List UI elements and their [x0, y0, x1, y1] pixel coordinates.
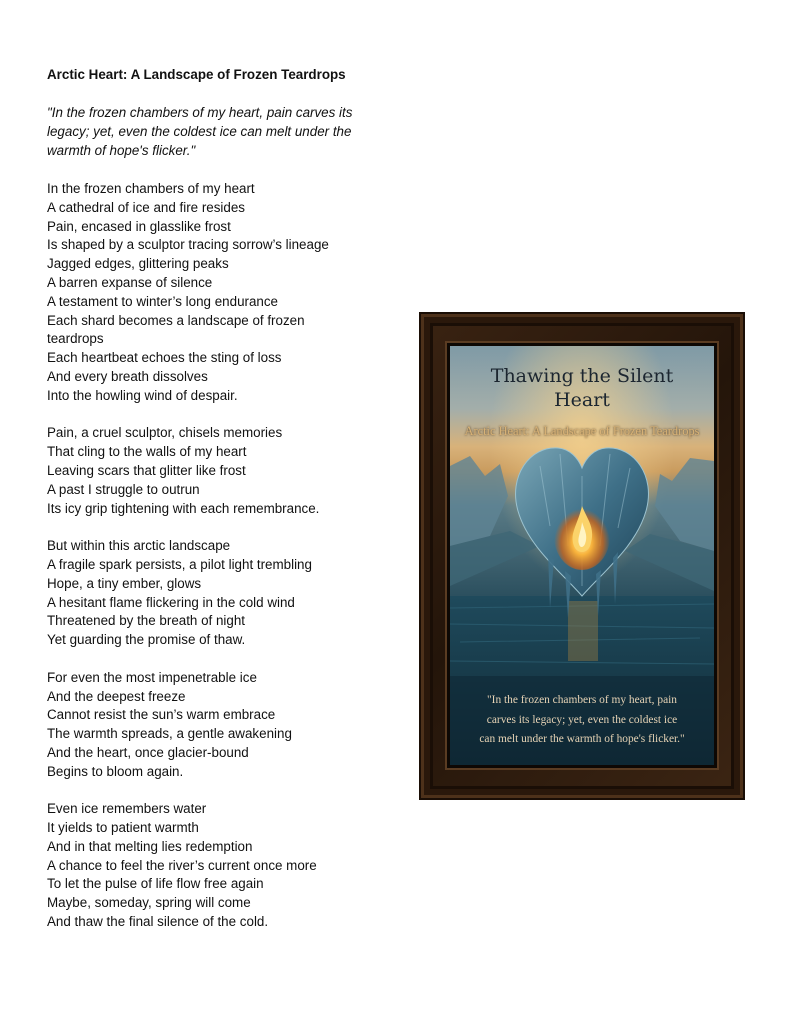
poem-line: And every breath dissolves	[47, 368, 208, 384]
poem-line: A fragile spark persists, a pilot light trembling	[47, 556, 312, 572]
poem-line: Pain, a cruel sculptor, chisels memories	[47, 425, 283, 441]
poem-line: Hope, a tiny ember, glows	[47, 575, 202, 591]
poem-line: Threatened by the breath of night	[47, 613, 246, 629]
poem-body	[47, 180, 377, 951]
poem-title: Arctic Heart: A Landscape of Frozen Teardrops	[47, 67, 346, 82]
poem-line: Its icy grip tightening with each remembrance.	[47, 500, 320, 516]
artwork-title	[450, 364, 714, 412]
stanza	[47, 669, 377, 782]
poem-line: Cannot resist the sun’s warm embrace	[47, 707, 276, 723]
poem-line: Jagged edges, glittering peaks	[47, 256, 229, 272]
stanza	[47, 800, 377, 932]
poem-line: And thaw the final silence of the cold.	[47, 914, 269, 930]
artwork-canvas	[447, 343, 717, 768]
artwork-quote-line: can melt under the warmth of hope's flicker."	[479, 733, 685, 745]
poem-line: Each shard becomes a landscape of frozen	[47, 312, 305, 328]
poem-line: And in that melting lies redemption	[47, 838, 253, 854]
poem-line: The warmth spreads, a gentle awakening	[47, 726, 292, 742]
poem-line: Into the howling wind of despair.	[47, 387, 238, 403]
artwork-quote-line: carves its legacy; yet, even the coldest ice	[486, 713, 678, 726]
poem-line: A cathedral of ice and fire resides	[47, 199, 245, 215]
poem-line: Pain, encased in glasslike frost	[47, 218, 231, 234]
poem-line: Each heartbeat echoes the sting of loss	[47, 350, 282, 366]
poem-line: A testament to winter’s long endurance	[47, 293, 279, 309]
poem-line: A hesitant flame flickering in the cold wind	[47, 594, 295, 610]
framed-artwork	[419, 312, 745, 800]
poem-line: It yields to patient warmth	[47, 820, 199, 836]
stanza	[47, 180, 377, 406]
poem-line: Even ice remembers water	[47, 801, 207, 817]
stanza	[47, 424, 377, 518]
poem-line: Is shaped by a sculptor tracing sorrow’s lineage	[47, 237, 329, 253]
poem-line: In the frozen chambers of my heart	[47, 181, 255, 196]
poem-line: But within this arctic landscape	[47, 538, 231, 554]
poem-line: A past I struggle to outrun	[47, 481, 200, 497]
stanza	[47, 537, 377, 650]
poem-line: For even the most impenetrable ice	[47, 669, 257, 685]
artwork-subtitle: Arctic Heart: A Landscape of Frozen Teardrops	[464, 424, 700, 438]
poem-line: And the heart, once glacier-bound	[47, 744, 249, 760]
poem-line: A chance to feel the river’s current once more	[47, 857, 317, 873]
poem-line: Yet guarding the promise of thaw.	[47, 632, 246, 648]
poem-line: Maybe, someday, spring will come	[47, 895, 251, 911]
poem-line: A barren expanse of silence	[47, 274, 213, 290]
artwork-title-line-1: Thawing the Silent	[490, 365, 674, 387]
poem-epigraph: "In the frozen chambers of my heart, pain carves its legacy; yet, even the coldest ice can melt under the warmth of hope's flicker."	[47, 105, 353, 158]
poem-line: teardrops	[47, 331, 104, 347]
poem-line: And the deepest freeze	[47, 688, 186, 704]
poem-line: To let the pulse of life flow free again	[47, 876, 264, 892]
artwork-title-line-2: Heart	[554, 389, 610, 411]
poem-line: Begins to bloom again.	[47, 763, 184, 779]
poem-line: That cling to the walls of my heart	[47, 444, 247, 460]
artwork-quote-line: "In the frozen chambers of my heart, pain	[487, 694, 677, 706]
poem-line: Leaving scars that glitter like frost	[47, 462, 246, 478]
artwork-quote	[460, 691, 704, 750]
